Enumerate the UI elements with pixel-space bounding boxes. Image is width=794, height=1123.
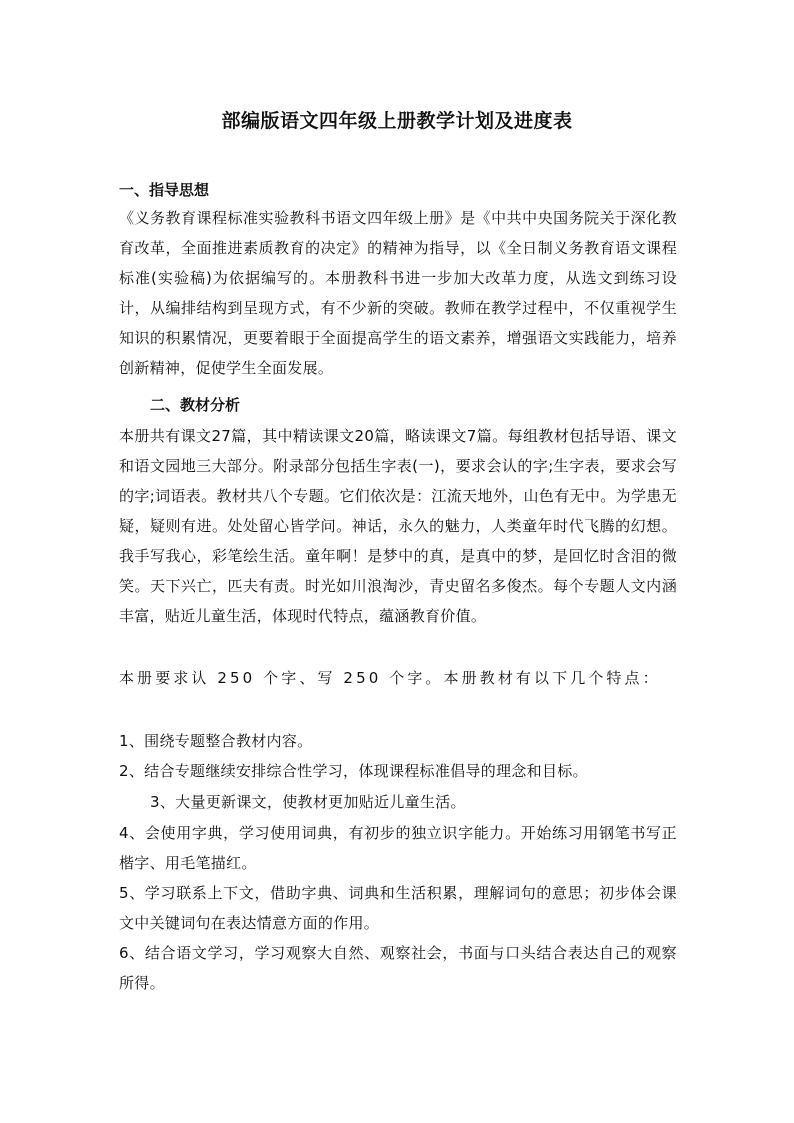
feature-item: 1、围绕专题整合教材内容。 xyxy=(119,732,313,750)
feature-item: 6、结合语文学习，学习观察大自然、观察社会，书面与口头结合表达自己的观察所得。 xyxy=(119,944,677,992)
feature-item: 2、结合专题继续安排综合性学习，体现课程标准倡导的理念和目标。 xyxy=(119,762,588,780)
feature-item: 4、会使用字典，学习使用词典，有初步的独立识字能力。开始练习用钢笔书写正楷字、用毛笔描红。 xyxy=(119,824,677,872)
section-heading-guiding-ideology: 一、指导思想 xyxy=(119,181,210,199)
guiding-ideology-paragraph: 《义务教育课程标准实验教科书语文四年级上册》是《中共中央国务院关于深化教育改革，全面推进素质教育的决定》的精神为指导，以《全日制义务教育语文课程标准(实验稿)为依据编写的。本册教科书进一步加大改革力度，从选文到练习设计，从编排结构到呈现方式，有不少新的突破。教师在教学过程中，不仅重视学生知识的积累情况，更要着眼于全面提高学生的语文素养，增强语文实践能力，培养创新精神，促使学生全面发展。 xyxy=(119,209,677,377)
feature-item: 5、学习联系上下文，借助字典、词典和生活积累，理解词句的意思；初步体会课文中关键词句在表达情意方面的作用。 xyxy=(119,884,677,932)
feature-item: 3、大量更新课文，使教材更加贴近儿童生活。 xyxy=(150,793,466,811)
section-heading-textbook-analysis: 二、教材分析 xyxy=(150,396,241,414)
requirement-line: 本册要求认 250 个字、写 250 个字。本册教材有以下几个特点： xyxy=(119,669,661,687)
document-title: 部编版语文四年级上册教学计划及进度表 xyxy=(221,110,573,132)
textbook-analysis-paragraph: 本册共有课文27篇，其中精读课文20篇，略读课文7篇。每组教材包括导语、课文和语文园地三大部分。附录部分包括生字表(一)，要求会认的字;生字表，要求会写的字;词语表。教材共八个专题。它们依次是：江流天地外，山色有无中。为学患无疑，疑则有进。处处留心皆学问。神话，永久的魅力，人类童年时代飞腾的幻想。我手写我心，彩笔绘生活。童年啊！是梦中的真，是真中的梦，是回忆时含泪的微笑。天下兴亡，匹夫有责。时光如川浪淘沙，青史留名多俊杰。每个专题人文内涵丰富，贴近儿童生活，体现时代特点，蕴涵教育价值。 xyxy=(119,427,677,625)
